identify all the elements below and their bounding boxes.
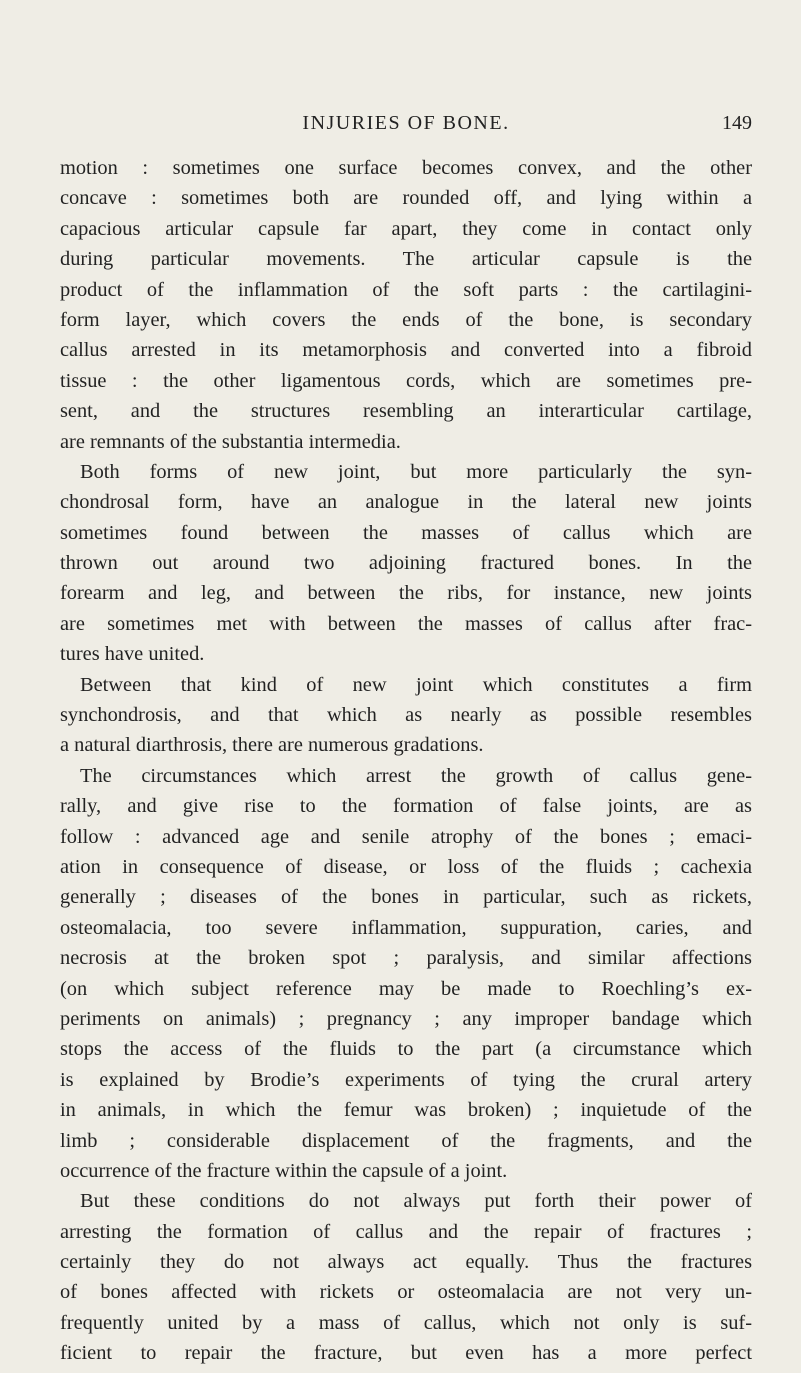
text-line: motion : sometimes one surface becomes convex, and the other xyxy=(60,157,752,179)
text-line: tissue : the other ligamentous cords, which are sometimes pre- xyxy=(60,369,752,392)
text-line: occurrence of the fracture within the capsule of a joint. xyxy=(60,1159,508,1182)
text-line: a natural diarthrosis, there are numerous gradations. xyxy=(60,734,484,757)
text-line: follow : advanced age and senile atrophy of the bones ; emaci- xyxy=(60,825,752,848)
text-line: (on which subject reference may be made to Roechling’s ex- xyxy=(60,977,752,1000)
body-text xyxy=(60,153,752,1369)
text-line: sent, and the structures resembling an interarticular cartilage, xyxy=(60,400,752,423)
text-line: during particular movements. The articular capsule is the xyxy=(60,248,752,271)
text-line: product of the inflammation of the soft parts : the cartilagini- xyxy=(60,278,752,301)
text-line: The circumstances which arrest the growth of callus gene- xyxy=(80,764,752,787)
text-line: form layer, which covers the ends of the bone, is secondary xyxy=(60,308,752,331)
text-line: sometimes found between the masses of callus which are xyxy=(60,521,752,544)
text-line: certainly they do not always act equally. Thus the fractures xyxy=(60,1251,752,1274)
text-line: of bones affected with rickets or osteomalacia are not very un- xyxy=(60,1281,752,1304)
text-line: frequently united by a mass of callus, which not only is suf- xyxy=(60,1311,752,1334)
text-line: concave : sometimes both are rounded off, and lying within a xyxy=(60,187,752,210)
text-line: are sometimes met with between the masses of callus after frac- xyxy=(60,612,752,635)
text-line: are remnants of the substantia intermedia. xyxy=(60,430,401,453)
text-line: synchondrosis, and that which as nearly as possible resembles xyxy=(60,704,752,727)
text-line: osteomalacia, too severe inflammation, suppuration, caries, and xyxy=(60,916,752,939)
text-line: forearm and leg, and between the ribs, for instance, new joints xyxy=(60,582,752,605)
text-line: necrosis at the broken spot ; paralysis, and similar affections xyxy=(60,947,752,970)
text-line: limb ; considerable displacement of the fragments, and the xyxy=(60,1129,752,1152)
text-line: arresting the formation of callus and the repair of fractures ; xyxy=(60,1220,752,1243)
text-line: periments on animals) ; pregnancy ; any improper bandage which xyxy=(60,1007,752,1030)
text-line: rally, and give rise to the formation of false joints, are as xyxy=(60,795,752,818)
text-line: capacious articular capsule far apart, they come in contact only xyxy=(60,217,752,240)
text-line: stops the access of the fluids to the part (a circumstance which xyxy=(60,1038,752,1061)
running-head xyxy=(60,109,752,137)
text-line: ation in consequence of disease, or loss of the fluids ; cachexia xyxy=(60,855,752,878)
text-line: generally ; diseases of the bones in particular, such as rickets, xyxy=(60,886,752,909)
text-line: tures have united. xyxy=(60,643,205,666)
text-line: is explained by Brodie’s experiments of tying the crural artery xyxy=(60,1068,752,1091)
text-line: Between that kind of new joint which constitutes a firm xyxy=(80,673,752,696)
text-line: But these conditions do not always put forth their power of xyxy=(80,1190,752,1213)
text-line: ficient to repair the fracture, but even has a more perfect xyxy=(60,1342,752,1365)
text-line: chondrosal form, have an analogue in the lateral new joints xyxy=(60,491,752,514)
text-line: thrown out around two adjoining fractured bones. In the xyxy=(60,552,752,575)
text-line: callus arrested in its metamorphosis and converted into a fibroid xyxy=(60,339,752,362)
page-number: 149 xyxy=(722,112,752,134)
text-line: Both forms of new joint, but more particularly the syn- xyxy=(80,460,752,483)
running-title: INJURIES OF BONE. xyxy=(302,112,510,134)
text-line: in animals, in which the femur was broken) ; inquietude of the xyxy=(60,1099,752,1122)
